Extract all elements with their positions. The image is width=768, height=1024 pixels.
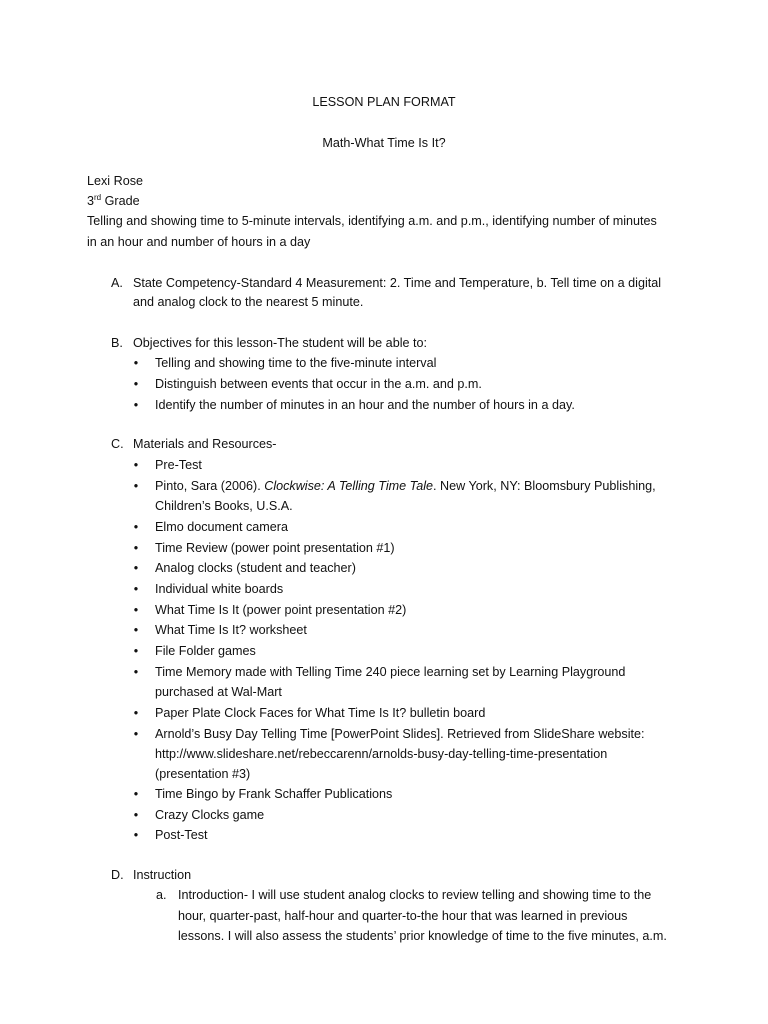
section-a-line-2: and analog clock to the nearest 5 minute. (133, 295, 364, 309)
bullet-icon: • (133, 644, 139, 658)
material-item: Elmo document camera (155, 520, 288, 534)
bullet-icon: • (133, 582, 139, 596)
section-b-heading: Objectives for this lesson-The student will be able to: (133, 336, 427, 350)
bullet-icon: • (133, 541, 139, 555)
book-citation-publisher: . New York, NY: Bloomsbury Publishing, (433, 479, 656, 493)
lesson-title: Math-What Time Is It? (322, 136, 446, 150)
section-c-marker: C. (111, 437, 124, 451)
material-item: Analog clocks (student and teacher) (155, 561, 356, 575)
bullet-icon: • (133, 727, 139, 741)
bullet-icon: • (133, 398, 139, 412)
objective-item: Identify the number of minutes in an hour and the number of hours in a day. (155, 398, 575, 412)
bullet-icon: • (133, 623, 139, 637)
section-d-heading: Instruction (133, 868, 192, 882)
material-item: Arnold’s Busy Day Telling Time [PowerPoint Slides]. Retrieved from SlideShare website: (155, 727, 645, 741)
material-item-continued: (presentation #3) (155, 767, 251, 781)
introduction-label: Introduction (178, 888, 244, 902)
subsection-a-marker: a. (156, 888, 167, 902)
material-item: File Folder games (155, 644, 256, 658)
section-a-line-1: State Competency-Standard 4 Measurement: 2. Time and Temperature, b. Tell time on a digital (133, 276, 662, 290)
section-b-marker: B. (111, 336, 123, 350)
bullet-icon: • (133, 706, 139, 720)
bullet-icon: • (133, 828, 139, 842)
material-item-continued: Children’s Books, U.S.A. (155, 499, 293, 513)
bullet-icon: • (133, 561, 139, 575)
bullet-icon: • (133, 458, 139, 472)
bullet-icon: • (133, 356, 139, 370)
material-item: Time Memory made with Telling Time 240 piece learning set by Learning Playground (155, 665, 626, 679)
bullet-icon: • (133, 787, 139, 801)
grade-word: Grade (101, 194, 140, 208)
material-item: Crazy Clocks game (155, 808, 265, 822)
objective-item: Telling and showing time to the five-minute interval (155, 356, 437, 370)
book-title: Clockwise: A Telling Time Tale (264, 479, 434, 493)
grade-level (87, 191, 140, 212)
introduction-line-1 (178, 885, 651, 906)
slideshare-link: http://www.slideshare.net/rebeccarenn/arnolds-busy-day-telling-time-presentation (155, 747, 608, 761)
bullet-icon: • (133, 520, 139, 534)
bullet-icon: • (133, 377, 139, 391)
topic-line-1: Telling and showing time to 5-minute intervals, identifying a.m. and p.m., identifying number of minutes (87, 214, 657, 228)
material-item: Time Bingo by Frank Schaffer Publications (155, 787, 393, 801)
material-item-continued: purchased at Wal-Mart (155, 685, 282, 699)
material-item: What Time Is It? worksheet (155, 623, 307, 637)
section-d-marker: D. (111, 868, 124, 882)
bullet-icon: • (133, 603, 139, 617)
document-title: LESSON PLAN FORMAT (312, 95, 456, 109)
grade-suffix: rd (94, 192, 102, 202)
bullet-icon: • (133, 808, 139, 822)
grade-number: 3 (87, 194, 95, 208)
book-citation-author: Pinto, Sara (2006). (155, 479, 265, 493)
material-item: Pre-Test (155, 458, 202, 472)
material-item: Post-Test (155, 828, 208, 842)
author-name: Lexi Rose (87, 174, 144, 188)
introduction-line-2: hour, quarter-past, half-hour and quarter-to-the hour that was learned in previous (178, 909, 628, 923)
introduction-text: - I will use student analog clocks to review telling and showing time to the (243, 888, 652, 902)
introduction-line-3: lessons. I will also assess the students’ prior knowledge of time to the five minutes, a.m. (178, 929, 667, 943)
section-c-heading: Materials and Resources- (133, 437, 277, 451)
bullet-icon: • (133, 479, 139, 493)
material-item-book (155, 476, 656, 497)
material-item: Paper Plate Clock Faces for What Time Is It? bulletin board (155, 706, 486, 720)
material-item: Time Review (power point presentation #1) (155, 541, 395, 555)
bullet-icon: • (133, 665, 139, 679)
material-item: Individual white boards (155, 582, 284, 596)
topic-line-2: in an hour and number of hours in a day (87, 235, 311, 249)
material-item: What Time Is It (power point presentation #2) (155, 603, 407, 617)
objective-item: Distinguish between events that occur in the a.m. and p.m. (155, 377, 482, 391)
section-a-marker: A. (111, 276, 123, 290)
